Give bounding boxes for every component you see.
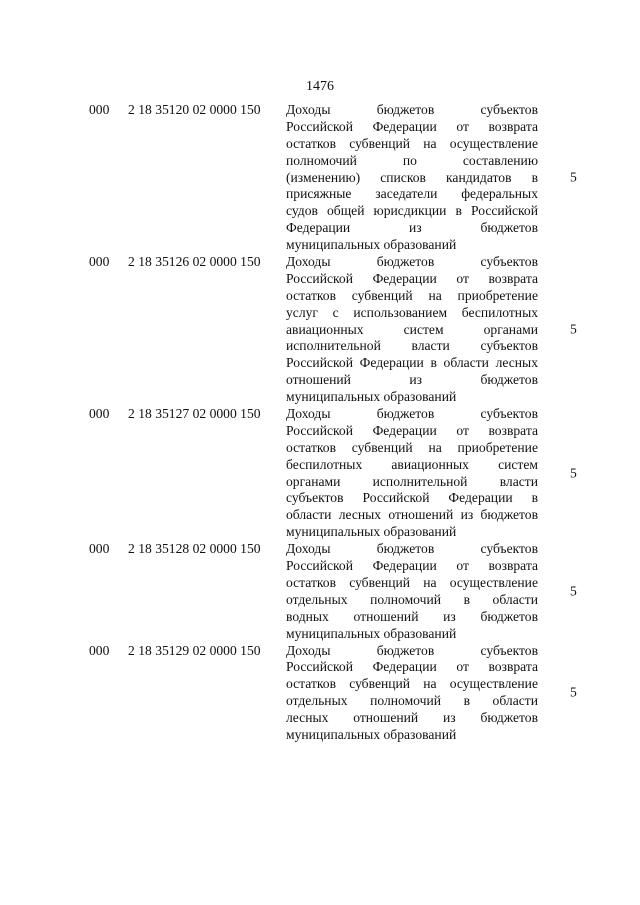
- name-line: беспилотных авиационных систем: [286, 456, 538, 472]
- name-line: Российской Федерации от возврата: [286, 118, 538, 134]
- admin-code-cell: 000: [89, 102, 110, 117]
- name-line: авиационных систем органами: [286, 321, 538, 337]
- name-line: Российской Федерации от возврата: [286, 659, 538, 675]
- name-line: области лесных отношений из бюджетов: [286, 507, 538, 523]
- name-line: органами исполнительной власти: [286, 473, 538, 489]
- name-line: Российской Федерации от возврата: [286, 270, 538, 286]
- name-line: присяжные заседатели федеральных: [286, 186, 538, 202]
- name-line: лесных отношений из бюджетов: [286, 710, 538, 726]
- revenue-name-cell: [286, 254, 538, 406]
- name-line: исполнительной власти субъектов: [286, 338, 538, 354]
- table-row: [0, 643, 640, 744]
- name-line: (изменению) списков кандидатов в: [286, 169, 538, 185]
- revenue-name-cell: [286, 102, 538, 254]
- admin-code-cell: 000: [89, 541, 110, 557]
- name-line: остатков субвенций на осуществление: [286, 574, 538, 590]
- revenue-name-cell: [286, 643, 538, 744]
- name-line: Российской Федерации от возврата: [286, 558, 538, 574]
- table-row: [0, 406, 640, 541]
- admin-code-cell: 000: [89, 254, 110, 270]
- norm-cell: 5: [570, 684, 577, 700]
- norm-cell: 5: [570, 169, 577, 185]
- name-line: полномочий по составлению: [286, 152, 538, 168]
- name-line: водных отношений из бюджетов: [286, 608, 538, 624]
- name-line: муниципальных образований: [286, 389, 457, 405]
- page-number: 1476: [306, 79, 334, 94]
- name-line: отдельных полномочий в области: [286, 591, 538, 607]
- name-line: Доходы бюджетов субъектов: [286, 102, 538, 117]
- name-line: муниципальных образований: [286, 524, 457, 540]
- name-line: отдельных полномочий в области: [286, 693, 538, 709]
- budget-code-cell: 2 18 35127 02 0000 150: [128, 406, 261, 422]
- table-row: [0, 541, 640, 642]
- revenue-code-table: [0, 102, 640, 744]
- name-line: Доходы бюджетов субъектов: [286, 541, 538, 557]
- norm-cell: 5: [570, 583, 577, 599]
- name-line: услуг с использованием беспилотных: [286, 304, 538, 320]
- name-line: остатков субвенций на приобретение: [286, 287, 538, 303]
- budget-code-cell: 2 18 35120 02 0000 150: [128, 102, 261, 117]
- name-line: Доходы бюджетов субъектов: [286, 254, 538, 270]
- table-row: [0, 254, 640, 406]
- admin-code-cell: 000: [89, 406, 110, 422]
- name-line: остатков субвенций на осуществление: [286, 135, 538, 151]
- name-line: Доходы бюджетов субъектов: [286, 406, 538, 422]
- name-line: Российской Федерации в области лесных: [286, 355, 538, 371]
- table-row: [0, 102, 640, 254]
- name-line: муниципальных образований: [286, 726, 457, 742]
- name-line: Федерации из бюджетов: [286, 220, 538, 236]
- admin-code-cell: 000: [89, 642, 110, 658]
- budget-code-cell: 2 18 35126 02 0000 150: [128, 254, 261, 270]
- name-line: отношений из бюджетов: [286, 372, 538, 388]
- norm-cell: 5: [570, 321, 577, 337]
- revenue-name-cell: [286, 406, 538, 541]
- name-line: Российской Федерации от возврата: [286, 422, 538, 438]
- name-line: судов общей юрисдикции в Российской: [286, 203, 538, 219]
- name-line: муниципальных образований: [286, 625, 457, 641]
- budget-code-cell: 2 18 35128 02 0000 150: [128, 541, 261, 557]
- revenue-name-cell: [286, 541, 538, 642]
- name-line: остатков субвенций на осуществление: [286, 676, 538, 692]
- name-line: субъектов Российской Федерации в: [286, 490, 538, 506]
- norm-cell: 5: [570, 465, 577, 481]
- name-line: муниципальных образований: [286, 237, 457, 253]
- name-line: остатков субвенций на приобретение: [286, 439, 538, 455]
- budget-code-cell: 2 18 35129 02 0000 150: [128, 642, 261, 658]
- name-line: Доходы бюджетов субъектов: [286, 642, 538, 658]
